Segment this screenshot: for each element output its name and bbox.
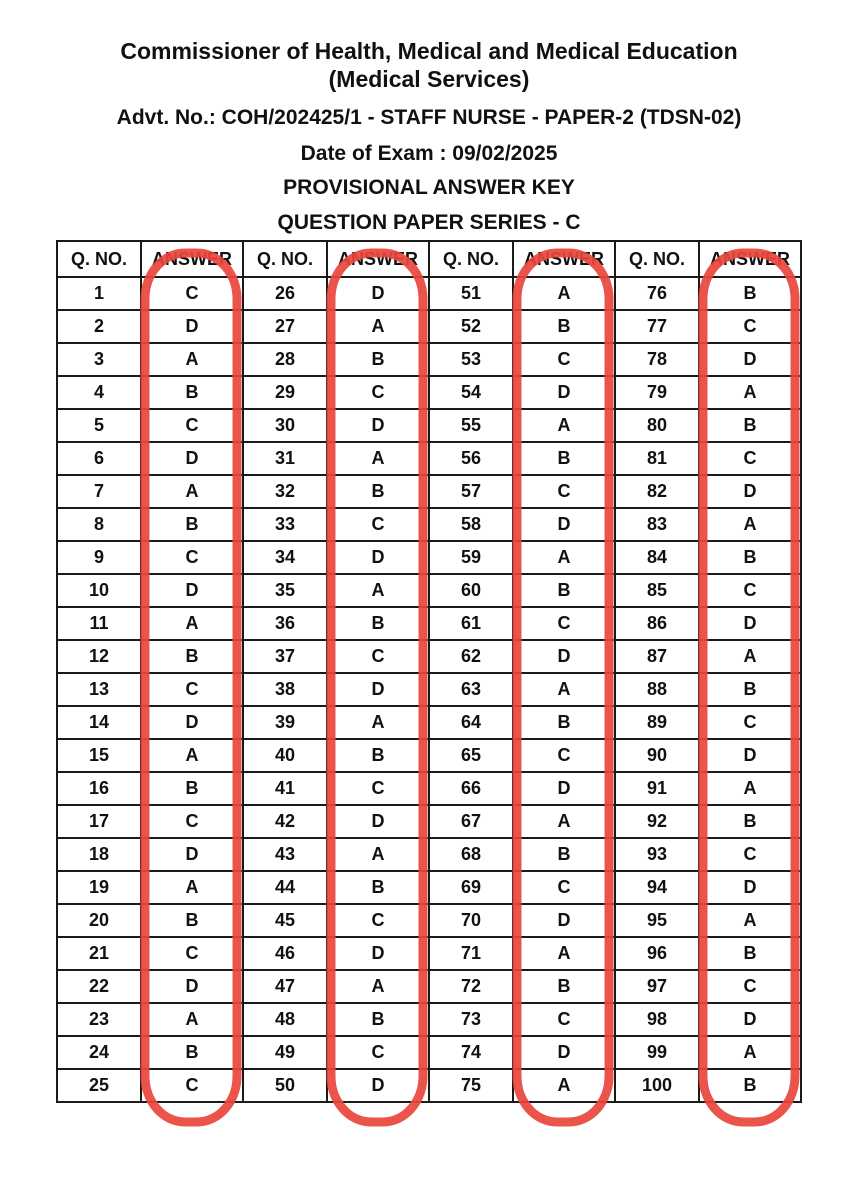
answer-cell: A: [141, 739, 243, 772]
question-number-cell: 85: [615, 574, 699, 607]
answer-cell: C: [327, 376, 429, 409]
answer-cell: A: [513, 1069, 615, 1102]
answer-cell: B: [699, 805, 801, 838]
table-row: [57, 640, 801, 673]
answer-cell: A: [141, 871, 243, 904]
question-number-cell: 48: [243, 1003, 327, 1036]
question-number-cell: 79: [615, 376, 699, 409]
question-number-cell: 82: [615, 475, 699, 508]
answer-cell: A: [699, 904, 801, 937]
question-number-cell: 51: [429, 277, 513, 310]
answer-cell: C: [513, 607, 615, 640]
question-number-cell: 96: [615, 937, 699, 970]
answer-cell: A: [141, 475, 243, 508]
question-number-cell: 27: [243, 310, 327, 343]
question-number-cell: 10: [57, 574, 141, 607]
question-number-cell: 93: [615, 838, 699, 871]
q-no-header: Q. NO.: [615, 241, 699, 277]
question-number-cell: 52: [429, 310, 513, 343]
answer-cell: C: [699, 442, 801, 475]
answer-cell: B: [327, 1003, 429, 1036]
answer-cell: B: [513, 838, 615, 871]
question-number-cell: 25: [57, 1069, 141, 1102]
question-number-cell: 57: [429, 475, 513, 508]
question-number-cell: 31: [243, 442, 327, 475]
answer-cell: B: [327, 739, 429, 772]
question-number-cell: 46: [243, 937, 327, 970]
answer-cell: C: [699, 574, 801, 607]
table-row: [57, 970, 801, 1003]
issuer-title: Commissioner of Health, Medical and Medical Education: [120, 38, 738, 64]
answer-cell: B: [699, 409, 801, 442]
question-number-cell: 72: [429, 970, 513, 1003]
table-row: [57, 871, 801, 904]
question-number-cell: 83: [615, 508, 699, 541]
question-number-cell: 42: [243, 805, 327, 838]
answer-cell: A: [513, 541, 615, 574]
answer-cell: B: [699, 1069, 801, 1102]
answer-cell: A: [699, 640, 801, 673]
answer-cell: C: [327, 904, 429, 937]
question-number-cell: 18: [57, 838, 141, 871]
answer-cell: A: [513, 673, 615, 706]
question-number-cell: 9: [57, 541, 141, 574]
answer-cell: B: [141, 508, 243, 541]
answer-header: ANSWER: [513, 241, 615, 277]
question-number-cell: 66: [429, 772, 513, 805]
question-number-cell: 95: [615, 904, 699, 937]
question-number-cell: 43: [243, 838, 327, 871]
answer-cell: D: [699, 739, 801, 772]
answer-cell: D: [513, 508, 615, 541]
table-row: [57, 1003, 801, 1036]
question-number-cell: 32: [243, 475, 327, 508]
answer-cell: A: [141, 1003, 243, 1036]
table-header-row: [57, 241, 801, 277]
question-number-cell: 6: [57, 442, 141, 475]
answer-cell: C: [513, 871, 615, 904]
answer-cell: B: [513, 310, 615, 343]
answer-cell: D: [327, 937, 429, 970]
question-number-cell: 62: [429, 640, 513, 673]
question-number-cell: 12: [57, 640, 141, 673]
answer-cell: C: [513, 739, 615, 772]
question-number-cell: 29: [243, 376, 327, 409]
paper-series: QUESTION PAPER SERIES - C: [277, 211, 581, 234]
table-row: [57, 607, 801, 640]
question-number-cell: 74: [429, 1036, 513, 1069]
question-number-cell: 70: [429, 904, 513, 937]
answer-cell: D: [141, 442, 243, 475]
answer-cell: B: [513, 706, 615, 739]
question-number-cell: 14: [57, 706, 141, 739]
answer-cell: C: [141, 1069, 243, 1102]
answer-cell: B: [513, 442, 615, 475]
question-number-cell: 88: [615, 673, 699, 706]
question-number-cell: 94: [615, 871, 699, 904]
question-number-cell: 16: [57, 772, 141, 805]
answer-cell: B: [141, 772, 243, 805]
answer-cell: A: [699, 508, 801, 541]
answer-header: ANSWER: [141, 241, 243, 277]
answer-cell: A: [327, 838, 429, 871]
answer-cell: A: [513, 409, 615, 442]
answer-cell: B: [699, 673, 801, 706]
question-number-cell: 58: [429, 508, 513, 541]
question-number-cell: 15: [57, 739, 141, 772]
table-row: [57, 376, 801, 409]
answer-cell: B: [699, 277, 801, 310]
answer-header: ANSWER: [699, 241, 801, 277]
answer-cell: A: [141, 343, 243, 376]
question-number-cell: 11: [57, 607, 141, 640]
answer-cell: B: [327, 607, 429, 640]
question-number-cell: 22: [57, 970, 141, 1003]
table-row: [57, 277, 801, 310]
q-no-header: Q. NO.: [243, 241, 327, 277]
question-number-cell: 28: [243, 343, 327, 376]
answer-cell: A: [327, 574, 429, 607]
answer-cell: C: [513, 475, 615, 508]
answer-cell: C: [141, 541, 243, 574]
table-row: [57, 442, 801, 475]
question-number-cell: 71: [429, 937, 513, 970]
question-number-cell: 68: [429, 838, 513, 871]
question-number-cell: 61: [429, 607, 513, 640]
answer-cell: D: [327, 805, 429, 838]
question-number-cell: 50: [243, 1069, 327, 1102]
question-number-cell: 80: [615, 409, 699, 442]
answer-cell: A: [327, 442, 429, 475]
answer-cell: D: [699, 343, 801, 376]
question-number-cell: 49: [243, 1036, 327, 1069]
answer-cell: B: [141, 640, 243, 673]
question-number-cell: 44: [243, 871, 327, 904]
exam-date: Date of Exam : 09/02/2025: [300, 142, 558, 165]
answer-cell: B: [513, 574, 615, 607]
answer-cell: D: [513, 1036, 615, 1069]
answer-cell: D: [327, 541, 429, 574]
question-number-cell: 63: [429, 673, 513, 706]
answer-key-body: [57, 277, 801, 1102]
question-number-cell: 77: [615, 310, 699, 343]
issuer-subtitle: (Medical Services): [328, 66, 530, 92]
table-row: [57, 409, 801, 442]
answer-cell: B: [327, 475, 429, 508]
answer-key-table: [56, 240, 802, 1103]
question-number-cell: 67: [429, 805, 513, 838]
answer-cell: C: [327, 640, 429, 673]
question-number-cell: 36: [243, 607, 327, 640]
table-row: [57, 310, 801, 343]
question-number-cell: 56: [429, 442, 513, 475]
answer-cell: A: [327, 706, 429, 739]
advertisement-number: Advt. No.: COH/202425/1 - STAFF NURSE - PAPER-2 (TDSN-02): [116, 106, 742, 129]
question-number-cell: 78: [615, 343, 699, 376]
question-number-cell: 60: [429, 574, 513, 607]
table-row: [57, 805, 801, 838]
question-number-cell: 76: [615, 277, 699, 310]
question-number-cell: 1: [57, 277, 141, 310]
answer-cell: D: [327, 277, 429, 310]
answer-cell: C: [699, 310, 801, 343]
table-row: [57, 343, 801, 376]
table-row: [57, 706, 801, 739]
answer-cell: B: [141, 376, 243, 409]
answer-cell: D: [513, 376, 615, 409]
answer-cell: D: [513, 640, 615, 673]
table-row: [57, 904, 801, 937]
question-number-cell: 73: [429, 1003, 513, 1036]
table-row: [57, 772, 801, 805]
answer-cell: A: [327, 970, 429, 1003]
answer-cell: A: [513, 937, 615, 970]
answer-cell: C: [513, 343, 615, 376]
question-number-cell: 55: [429, 409, 513, 442]
answer-cell: C: [327, 508, 429, 541]
answer-cell: C: [513, 1003, 615, 1036]
answer-cell: D: [699, 1003, 801, 1036]
table-row: [57, 475, 801, 508]
answer-cell: A: [699, 1036, 801, 1069]
answer-cell: B: [327, 343, 429, 376]
table-row: [57, 1069, 801, 1102]
question-number-cell: 91: [615, 772, 699, 805]
question-number-cell: 64: [429, 706, 513, 739]
question-number-cell: 99: [615, 1036, 699, 1069]
question-number-cell: 37: [243, 640, 327, 673]
answer-cell: A: [513, 277, 615, 310]
document-type: PROVISIONAL ANSWER KEY: [283, 176, 575, 199]
answer-cell: D: [141, 310, 243, 343]
answer-cell: A: [699, 376, 801, 409]
answer-cell: C: [699, 706, 801, 739]
answer-cell: D: [513, 904, 615, 937]
question-number-cell: 84: [615, 541, 699, 574]
question-number-cell: 40: [243, 739, 327, 772]
question-number-cell: 54: [429, 376, 513, 409]
table-row: [57, 937, 801, 970]
answer-cell: B: [699, 937, 801, 970]
answer-cell: C: [699, 838, 801, 871]
question-number-cell: 4: [57, 376, 141, 409]
q-no-header: Q. NO.: [57, 241, 141, 277]
answer-cell: C: [141, 277, 243, 310]
answer-cell: D: [141, 706, 243, 739]
answer-cell: C: [327, 772, 429, 805]
answer-cell: B: [513, 970, 615, 1003]
question-number-cell: 3: [57, 343, 141, 376]
answer-cell: D: [141, 574, 243, 607]
question-number-cell: 87: [615, 640, 699, 673]
question-number-cell: 59: [429, 541, 513, 574]
answer-cell: D: [513, 772, 615, 805]
question-number-cell: 7: [57, 475, 141, 508]
question-number-cell: 19: [57, 871, 141, 904]
question-number-cell: 41: [243, 772, 327, 805]
question-number-cell: 5: [57, 409, 141, 442]
question-number-cell: 24: [57, 1036, 141, 1069]
question-number-cell: 17: [57, 805, 141, 838]
question-number-cell: 2: [57, 310, 141, 343]
question-number-cell: 65: [429, 739, 513, 772]
table-row: [57, 739, 801, 772]
question-number-cell: 38: [243, 673, 327, 706]
question-number-cell: 69: [429, 871, 513, 904]
question-number-cell: 86: [615, 607, 699, 640]
answer-cell: C: [141, 673, 243, 706]
question-number-cell: 75: [429, 1069, 513, 1102]
question-number-cell: 34: [243, 541, 327, 574]
table-row: [57, 541, 801, 574]
question-number-cell: 89: [615, 706, 699, 739]
question-number-cell: 35: [243, 574, 327, 607]
answer-cell: B: [327, 871, 429, 904]
answer-cell: A: [327, 310, 429, 343]
question-number-cell: 20: [57, 904, 141, 937]
question-number-cell: 47: [243, 970, 327, 1003]
question-number-cell: 33: [243, 508, 327, 541]
question-number-cell: 30: [243, 409, 327, 442]
question-number-cell: 97: [615, 970, 699, 1003]
question-number-cell: 100: [615, 1069, 699, 1102]
question-number-cell: 21: [57, 937, 141, 970]
question-number-cell: 53: [429, 343, 513, 376]
answer-cell: D: [327, 1069, 429, 1102]
question-number-cell: 13: [57, 673, 141, 706]
answer-cell: C: [141, 805, 243, 838]
answer-cell: D: [327, 673, 429, 706]
question-number-cell: 45: [243, 904, 327, 937]
answer-cell: D: [699, 871, 801, 904]
answer-cell: C: [141, 409, 243, 442]
question-number-cell: 81: [615, 442, 699, 475]
answer-header: ANSWER: [327, 241, 429, 277]
question-number-cell: 23: [57, 1003, 141, 1036]
answer-cell: D: [327, 409, 429, 442]
answer-cell: D: [141, 970, 243, 1003]
answer-cell: A: [699, 772, 801, 805]
answer-cell: B: [141, 904, 243, 937]
question-number-cell: 92: [615, 805, 699, 838]
question-number-cell: 98: [615, 1003, 699, 1036]
answer-cell: B: [141, 1036, 243, 1069]
q-no-header: Q. NO.: [429, 241, 513, 277]
question-number-cell: 39: [243, 706, 327, 739]
answer-cell: D: [699, 475, 801, 508]
answer-cell: C: [141, 937, 243, 970]
answer-cell: A: [513, 805, 615, 838]
question-number-cell: 90: [615, 739, 699, 772]
table-row: [57, 673, 801, 706]
table-row: [57, 508, 801, 541]
answer-cell: A: [141, 607, 243, 640]
table-row: [57, 838, 801, 871]
table-row: [57, 1036, 801, 1069]
answer-cell: D: [141, 838, 243, 871]
answer-cell: D: [699, 607, 801, 640]
answer-cell: C: [699, 970, 801, 1003]
answer-cell: B: [699, 541, 801, 574]
answer-cell: C: [327, 1036, 429, 1069]
question-number-cell: 8: [57, 508, 141, 541]
table-row: [57, 574, 801, 607]
question-number-cell: 26: [243, 277, 327, 310]
